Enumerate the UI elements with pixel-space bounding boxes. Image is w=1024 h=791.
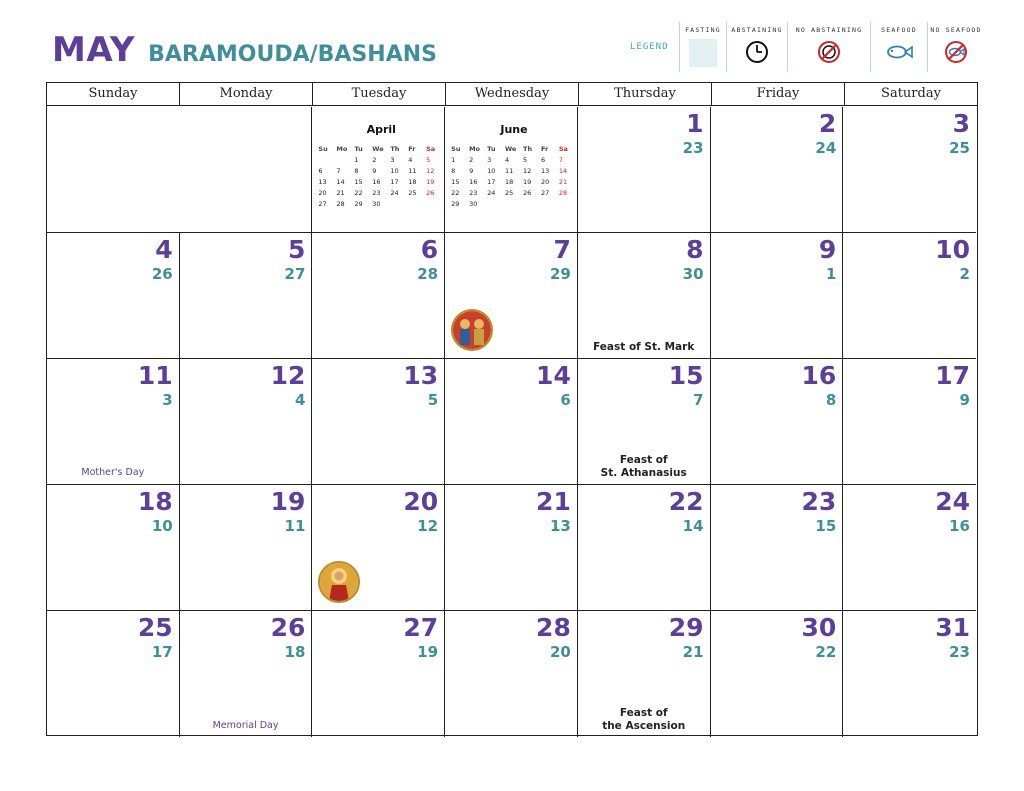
gregorian-date: 21 — [536, 486, 571, 516]
mini-day: 29 — [354, 200, 363, 208]
weekday-monday: Monday — [180, 83, 313, 105]
mini-day — [336, 155, 354, 166]
mini-day: 13 — [318, 178, 327, 186]
mini-day: 20 — [318, 189, 327, 197]
day-cell-31[interactable] — [843, 611, 976, 737]
mini-weekday: Su — [318, 145, 328, 153]
mini-day — [505, 199, 523, 210]
mini-day: 19 — [426, 178, 435, 186]
mini-day: 26 — [523, 189, 532, 197]
mini-calendar-title: June — [500, 122, 528, 136]
clock-icon — [745, 40, 769, 64]
mini-day: 17 — [390, 178, 399, 186]
day-cell-11[interactable] — [47, 359, 180, 485]
legend-seafood-label: SEAFOOD — [881, 26, 917, 34]
mini-day: 5 — [523, 156, 528, 164]
coptic-month-title: BARAMOUDA/BASHANS — [148, 42, 437, 67]
mini-day: 25 — [504, 189, 514, 197]
day-cell-15[interactable] — [578, 359, 711, 485]
day-cell-22[interactable] — [578, 485, 711, 611]
mini-day: 30 — [372, 200, 381, 208]
mini-day: 13 — [540, 167, 550, 175]
day-cell-13[interactable] — [312, 359, 445, 485]
mini-day: 5 — [426, 156, 431, 164]
day-cell-5[interactable] — [180, 233, 313, 359]
coptic-date: 5 — [427, 390, 439, 409]
gregorian-date: 17 — [935, 360, 970, 390]
coptic-date: 29 — [549, 264, 571, 283]
coptic-date: 3 — [162, 390, 173, 409]
legend-label: LEGEND — [630, 42, 669, 52]
day-cell-17[interactable] — [843, 359, 976, 485]
mini-day — [559, 199, 577, 210]
weekday-sunday: Sunday — [47, 83, 180, 105]
day-cell-16[interactable] — [711, 359, 844, 485]
coptic-date: 27 — [284, 264, 306, 283]
no-fish-icon — [944, 40, 968, 64]
legend-abstaining — [726, 22, 787, 72]
mini-day: 6 — [318, 167, 323, 175]
coptic-date: 11 — [284, 516, 306, 535]
coptic-date: 6 — [560, 390, 571, 409]
legend-abstaining-label: ABSTAINING — [731, 26, 783, 34]
mini-day: 20 — [540, 178, 550, 186]
weekday-friday: Friday — [712, 83, 845, 105]
gregorian-date: 5 — [288, 234, 306, 264]
coptic-date: 30 — [682, 264, 704, 283]
mini-weekday: We — [504, 145, 517, 153]
mini-day: 26 — [426, 189, 435, 197]
mini-day: 9 — [372, 167, 377, 175]
mini-day: 6 — [540, 156, 546, 164]
coptic-date: 1 — [825, 264, 837, 283]
mini-day: 11 — [408, 167, 417, 175]
saint-icon-image — [318, 561, 360, 603]
gregorian-date: 6 — [420, 234, 439, 264]
day-cell-8[interactable] — [578, 233, 711, 359]
day-cell-2[interactable] — [711, 107, 844, 233]
gregorian-date: 15 — [668, 360, 704, 390]
gregorian-date: 23 — [801, 486, 837, 516]
mini-calendar-june — [451, 123, 577, 210]
mini-day: 4 — [504, 156, 510, 164]
legend-no-abstaining-label: NO ABSTAINING — [795, 26, 863, 34]
day-cell-21[interactable] — [445, 485, 578, 611]
coptic-date: 13 — [549, 516, 571, 535]
mini-day: 15 — [451, 178, 460, 186]
coptic-date: 28 — [417, 264, 439, 283]
holiday-label: Mother's Day — [81, 466, 145, 478]
mini-day: 1 — [354, 156, 359, 164]
mini-day: 22 — [451, 189, 460, 197]
day-cell-7[interactable] — [445, 233, 578, 359]
mini-day — [408, 199, 426, 210]
gregorian-date: 29 — [668, 612, 704, 642]
gregorian-date: 25 — [137, 612, 173, 642]
mini-day: 2 — [469, 156, 474, 164]
mini-day: 15 — [354, 178, 363, 186]
day-cell-29[interactable] — [578, 611, 711, 737]
gregorian-date: 1 — [686, 108, 704, 138]
mini-day — [541, 199, 559, 210]
mini-weekday: Tu — [487, 145, 496, 153]
mini-weekday: Su — [451, 145, 461, 153]
mini-day: 9 — [469, 167, 474, 175]
page-title — [52, 30, 437, 70]
legend-seafood — [870, 22, 927, 72]
coptic-date: 26 — [151, 264, 173, 283]
coptic-date: 8 — [825, 390, 837, 409]
gregorian-date: 2 — [818, 108, 837, 138]
gregorian-date: 3 — [952, 108, 970, 138]
coptic-date: 22 — [815, 642, 837, 661]
gregorian-date: 20 — [403, 486, 439, 516]
mini-day: 4 — [408, 156, 413, 164]
mini-day: 10 — [390, 167, 399, 175]
mini-day: 19 — [523, 178, 532, 186]
mini-day: 14 — [558, 167, 568, 175]
mini-day: 8 — [451, 167, 456, 175]
day-cell-23[interactable] — [711, 485, 844, 611]
mini-weekday: Mo — [469, 145, 481, 153]
day-cell-24[interactable] — [843, 485, 976, 611]
gregorian-date: 18 — [137, 486, 173, 516]
mini-day: 2 — [372, 156, 377, 164]
mini-day: 11 — [504, 167, 514, 175]
coptic-date: 16 — [949, 516, 970, 535]
mini-weekday: Fr — [540, 145, 549, 153]
mini-day: 7 — [558, 156, 563, 164]
mini-day — [426, 199, 444, 210]
mini-day: 16 — [469, 178, 478, 186]
mini-calendar-title: April — [366, 122, 396, 136]
coptic-date: 7 — [693, 390, 704, 409]
day-cell-26[interactable] — [180, 611, 313, 737]
weekday-header-row — [47, 83, 977, 106]
feast-label: Feast of the Ascension — [602, 706, 686, 732]
day-cell-3[interactable] — [843, 107, 976, 233]
feast-label: Feast of St. Mark — [593, 340, 695, 353]
mini-day: 28 — [558, 189, 568, 197]
gregorian-date: 14 — [536, 360, 571, 390]
mini-day: 3 — [487, 156, 492, 164]
legend-fasting — [679, 22, 726, 72]
mini-day: 24 — [390, 189, 399, 197]
mini-day: 10 — [487, 167, 496, 175]
day-cell-19[interactable] — [180, 485, 313, 611]
mini-calendar-cell-june — [445, 107, 578, 233]
mini-weekday: Mo — [336, 145, 348, 153]
gregorian-date: 31 — [935, 612, 970, 642]
day-cell-28[interactable] — [445, 611, 578, 737]
mini-day: 17 — [487, 178, 496, 186]
gregorian-date: 30 — [801, 612, 837, 642]
day-cell-30[interactable] — [711, 611, 844, 737]
mini-day: 12 — [523, 167, 532, 175]
mini-day: 18 — [504, 178, 514, 186]
coptic-date: 14 — [682, 516, 704, 535]
mini-day: 21 — [336, 189, 345, 197]
coptic-date: 12 — [417, 516, 439, 535]
empty-day-cell — [47, 107, 312, 233]
mini-calendar-april — [318, 123, 444, 210]
day-cell-20[interactable] — [312, 485, 445, 611]
gregorian-date: 12 — [270, 360, 306, 390]
mini-day: 3 — [390, 156, 395, 164]
coptic-date: 9 — [959, 390, 970, 409]
gregorian-date: 27 — [403, 612, 439, 642]
mini-day: 24 — [487, 189, 496, 197]
mini-day: 22 — [354, 189, 363, 197]
coptic-date: 17 — [151, 642, 173, 661]
coptic-date: 2 — [959, 264, 970, 283]
mini-day — [487, 199, 505, 210]
mini-day: 8 — [354, 167, 359, 175]
gregorian-date: 22 — [668, 486, 704, 516]
mini-day: 23 — [372, 189, 381, 197]
no-abstaining-icon — [817, 40, 841, 64]
gregorian-date: 9 — [818, 234, 837, 264]
mini-day: 30 — [469, 200, 478, 208]
mini-day: 7 — [336, 167, 341, 175]
gregorian-date: 10 — [935, 234, 970, 264]
day-cell-18[interactable] — [47, 485, 180, 611]
coptic-date: 20 — [549, 642, 571, 661]
gregorian-date: 26 — [270, 612, 306, 642]
mini-day — [318, 155, 336, 166]
mini-day — [390, 199, 408, 210]
day-cell-10[interactable] — [843, 233, 976, 359]
fasting-swatch — [689, 39, 717, 67]
coptic-date: 19 — [417, 642, 439, 661]
coptic-date: 25 — [949, 138, 970, 157]
mini-weekday: Fr — [408, 145, 416, 153]
coptic-date: 15 — [815, 516, 837, 535]
mini-day: 14 — [336, 178, 345, 186]
gregorian-date: 19 — [270, 486, 306, 516]
coptic-date: 10 — [151, 516, 173, 535]
feast-label: Feast of St. Athanasius — [600, 453, 687, 479]
gregorian-date: 28 — [536, 612, 571, 642]
legend-no-seafood-label: NO SEAFOOD — [930, 26, 982, 34]
day-cell-14[interactable] — [445, 359, 578, 485]
day-cell-25[interactable] — [47, 611, 180, 737]
mini-weekday: Sa — [558, 145, 568, 153]
legend-fasting-label: FASTING — [685, 26, 721, 34]
mini-day: 27 — [540, 189, 550, 197]
mini-day: 16 — [372, 178, 381, 186]
gregorian-date: 13 — [403, 360, 439, 390]
weekday-saturday: Saturday — [881, 86, 941, 101]
weekday-wednesday: Wednesday — [446, 83, 579, 105]
day-cell-6[interactable] — [312, 233, 445, 359]
mini-day: 1 — [451, 156, 456, 164]
gregorian-date: 4 — [155, 234, 173, 264]
mini-day: 27 — [318, 200, 327, 208]
day-cell-12[interactable] — [180, 359, 313, 485]
mini-day: 29 — [451, 200, 460, 208]
coptic-date: 18 — [284, 642, 306, 661]
mini-weekday: Sa — [426, 145, 436, 153]
gregorian-date: 7 — [553, 234, 571, 264]
mini-calendar-cell-april — [312, 107, 445, 233]
holiday-label: Memorial Day — [212, 719, 279, 731]
mini-weekday: Th — [523, 145, 533, 153]
mini-day: 25 — [408, 189, 417, 197]
fish-icon — [885, 40, 913, 64]
legend-no-seafood — [927, 22, 984, 72]
legend-no-abstaining — [787, 22, 870, 72]
coptic-date: 23 — [949, 642, 970, 661]
coptic-date: 24 — [815, 138, 837, 157]
mini-day — [523, 199, 541, 210]
day-cell-9[interactable] — [711, 233, 844, 359]
mini-day: 18 — [408, 178, 417, 186]
saint-icon-image — [451, 309, 493, 351]
gregorian-date: 11 — [137, 360, 173, 390]
coptic-date: 21 — [682, 642, 704, 661]
day-cell-4[interactable] — [47, 233, 180, 359]
mini-weekday: Th — [390, 145, 400, 153]
day-cell-27[interactable] — [312, 611, 445, 737]
gregorian-date: 8 — [686, 234, 704, 264]
mini-day: 28 — [336, 200, 345, 208]
gregorian-date: 16 — [801, 360, 837, 390]
mini-day: 21 — [558, 178, 568, 186]
month-calendar — [46, 82, 978, 736]
mini-weekday: Tu — [354, 145, 363, 153]
coptic-date: 23 — [682, 138, 704, 157]
day-cell-1[interactable] — [578, 107, 711, 233]
mini-day: 23 — [469, 189, 478, 197]
coptic-date: 4 — [294, 390, 306, 409]
mini-day: 12 — [426, 167, 435, 175]
gregorian-date: 24 — [935, 486, 970, 516]
month-title: MAY — [52, 30, 136, 70]
weekday-thursday: Thursday — [579, 83, 712, 105]
weekday-tuesday: Tuesday — [313, 83, 446, 105]
mini-weekday: We — [372, 145, 384, 153]
